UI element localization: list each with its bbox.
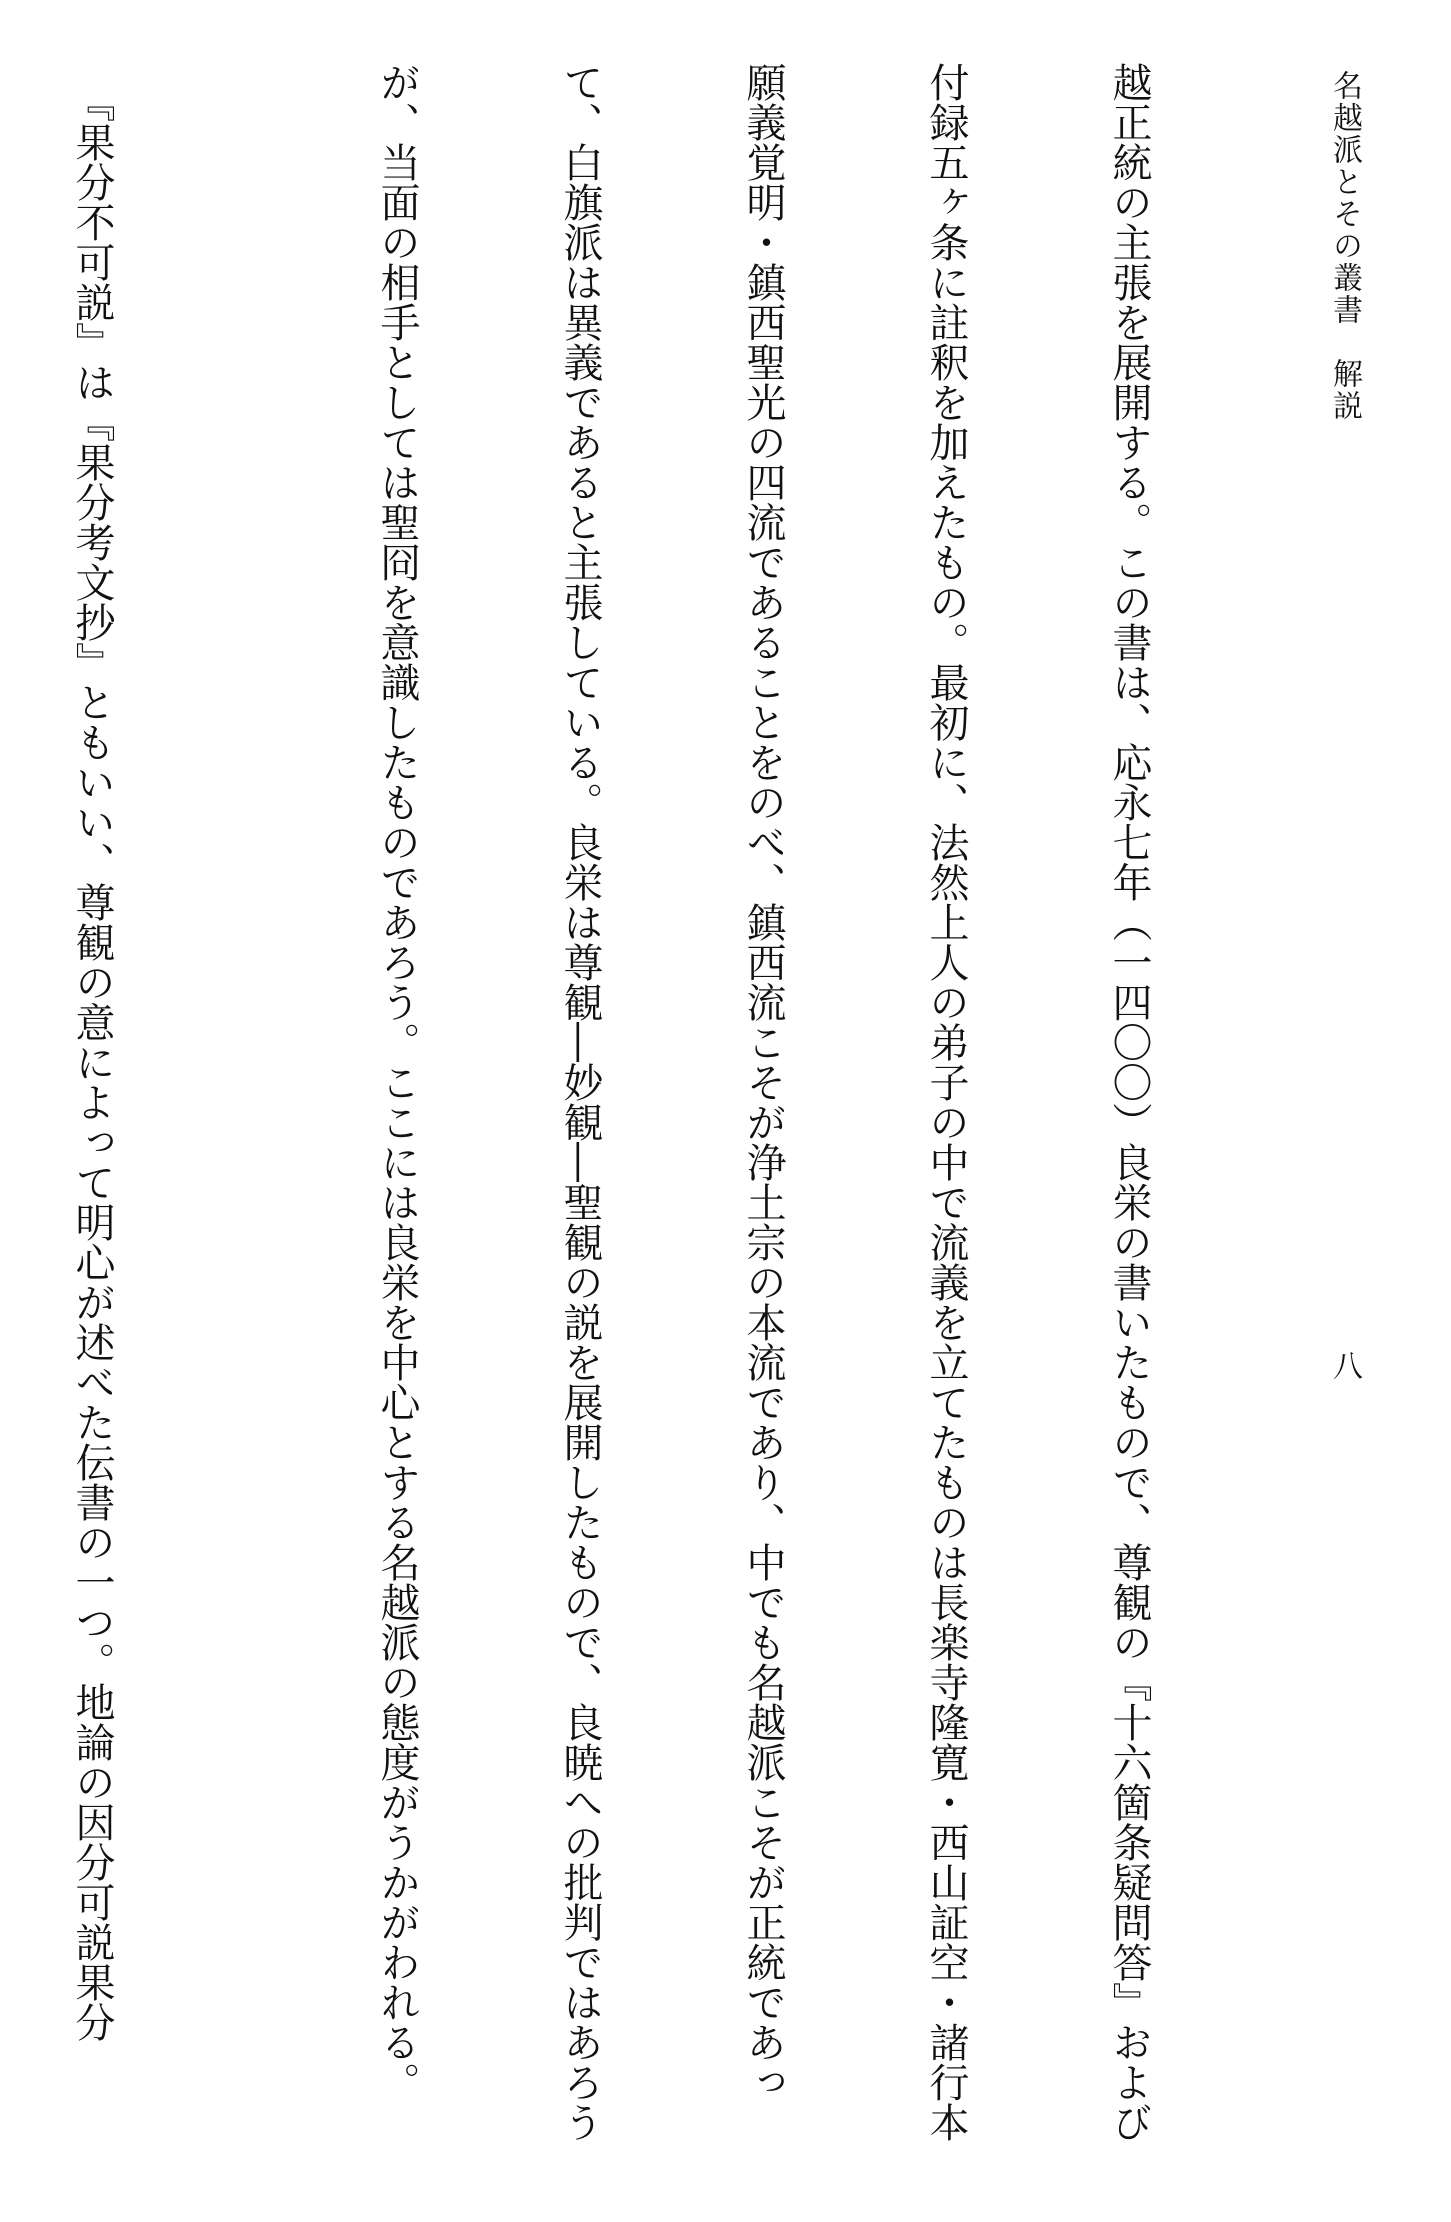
text-line: 越正統の主張を展開する。この書は、応永七年（一四〇〇）良栄の書いたもので、尊観の『十六箇条疑問答』および: [1106, 62, 1152, 2142]
text-line: が、当面の相手としては聖冏を意識したものであろう。ここには良栄を中心とする名越派の態度がうかがわれる。: [374, 62, 420, 2102]
body-text: [0, 62, 1281, 2142]
text-line: て、白旗派は異義であると主張している。良栄は尊観―妙観―聖観の説を展開したもので、良暁への批判ではあろう: [557, 62, 603, 2142]
text-line: 願義覚明・鎮西聖光の四流であることをのべ、鎮西流こそが浄土宗の本流であり、中でも名越派こそが正統であっ: [740, 62, 786, 2102]
page-number: 八: [1327, 1350, 1362, 1380]
text-line: 付録五ヶ条に註釈を加えたもの。最初に、法然上人の弟子の中で流義を立てたものは長楽寺隆寛・西山証空・諸行本: [923, 62, 969, 2142]
text-line: 『果分不可説』は『果分考文抄』ともいい、尊観の意によって明心が述べた伝書の一つ。地論の因分可説果分: [69, 62, 115, 2042]
running-header: 名越派とその叢書 解説: [1327, 70, 1362, 422]
